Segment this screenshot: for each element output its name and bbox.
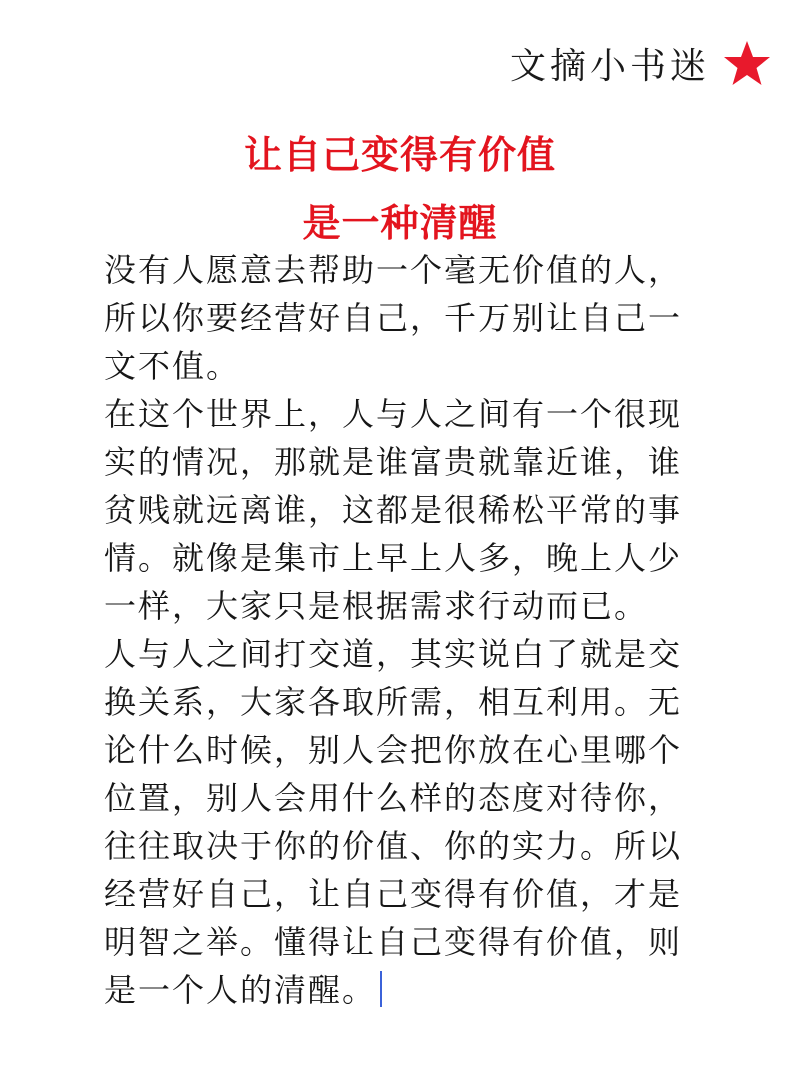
title-line-2: 是一种清醒 xyxy=(302,201,498,245)
paragraph-2: 在这个世界上，人与人之间有一个很现实的情况，那就是谁富贵就靠近谁，谁贫贱就远离谁，这都是很稀松平常的事情。就像是集市上早上人多，晚上人少一样，大家只是根据需求行动而已。 xyxy=(104,395,683,625)
paragraph-3 xyxy=(104,630,704,1014)
brand-header xyxy=(510,38,772,89)
brand-name: 文摘小书迷 xyxy=(509,46,710,87)
text-cursor xyxy=(380,971,382,1007)
article-body xyxy=(104,246,704,1014)
star-icon xyxy=(722,39,772,89)
paragraph-1: 没有人愿意去帮助一个毫无价值的人，所以你要经营好自己，千万别让自己一文不值。 xyxy=(104,251,683,385)
title-line-1: 让自己变得有价值 xyxy=(243,133,556,177)
paragraph-3-text: 人与人之间打交道，其实说白了就是交换关系，大家各取所需，相互利用。无论什么时候，别人会把你放在心里哪个位置，别人会用什么样的态度对待你，往往取决于你的价值、你的实力。所以经营好自己，让自己变得有价值，才是明智之举。懂得让自己变得有价值，则是一个人的清醒。 xyxy=(104,635,683,1009)
